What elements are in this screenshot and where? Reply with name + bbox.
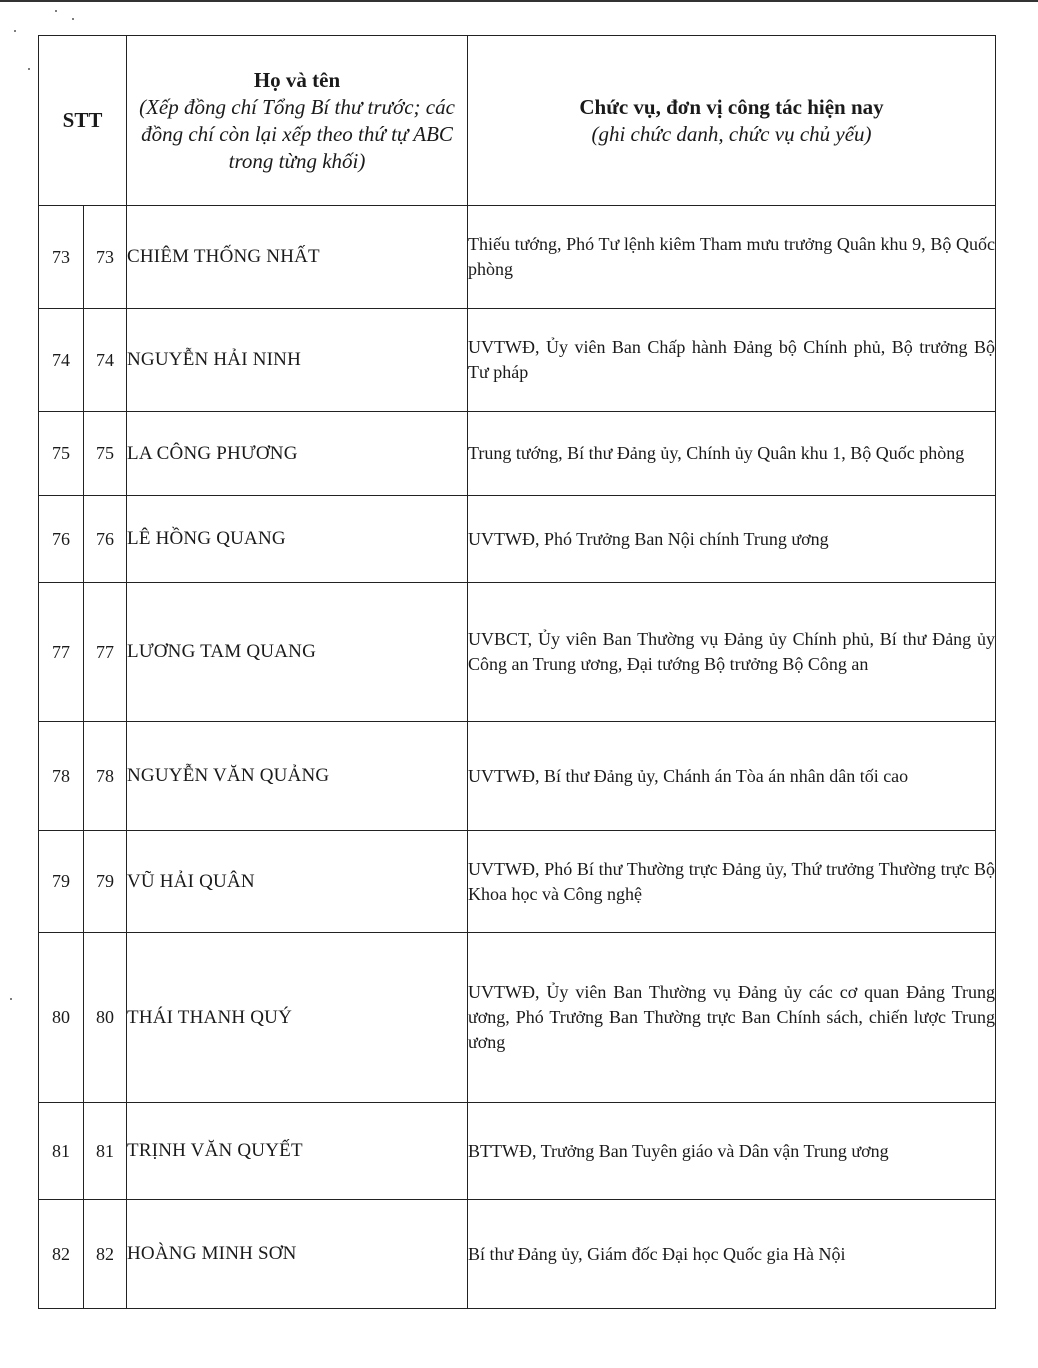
row-position: UVTWĐ, Phó Trưởng Ban Nội chính Trung ương — [468, 496, 996, 583]
row-position: UVBCT, Ủy viên Ban Thường vụ Đảng ủy Chính phủ, Bí thư Đảng ủy Công an Trung ương, Đại tướng Bộ trưởng Bộ Công an — [468, 583, 996, 722]
header-name-note: (Xếp đồng chí Tổng Bí thư trước; các đồng chí còn lại xếp theo thứ tự ABC trong từng khối) — [139, 94, 455, 173]
header-position-note: (ghi chức danh, chức vụ chủ yếu) — [591, 121, 872, 146]
row-stt: 80 — [39, 933, 84, 1103]
header-position-cell — [468, 36, 996, 206]
row-position: UVTWĐ, Phó Bí thư Thường trực Đảng ủy, Thứ trưởng Thường trực Bộ Khoa học và Công nghệ — [468, 831, 996, 933]
table-row — [39, 722, 996, 831]
table-row — [39, 831, 996, 933]
table-row — [39, 1103, 996, 1200]
row-name: THÁI THANH QUÝ — [127, 933, 468, 1103]
row-name: TRỊNH VĂN QUYẾT — [127, 1103, 468, 1200]
row-name: VŨ HẢI QUÂN — [127, 831, 468, 933]
row-position: Trung tướng, Bí thư Đảng ủy, Chính ủy Quân khu 1, Bộ Quốc phòng — [468, 412, 996, 496]
header-position-title: Chức vụ, đơn vị công tác hiện nay — [579, 94, 884, 119]
table-row — [39, 496, 996, 583]
row-position: BTTWĐ, Trưởng Ban Tuyên giáo và Dân vận Trung ương — [468, 1103, 996, 1200]
row-stt-secondary: 75 — [84, 412, 127, 496]
row-stt: 77 — [39, 583, 84, 722]
table-row — [39, 583, 996, 722]
row-position: UVTWĐ, Bí thư Đảng ủy, Chánh án Tòa án nhân dân tối cao — [468, 722, 996, 831]
page-top-edge — [0, 0, 1038, 2]
row-name: LƯƠNG TAM QUANG — [127, 583, 468, 722]
row-name: LA CÔNG PHƯƠNG — [127, 412, 468, 496]
row-stt-secondary: 80 — [84, 933, 127, 1103]
scan-speck — [10, 998, 12, 1000]
row-name: CHIÊM THỐNG NHẤT — [127, 206, 468, 309]
header-name-cell — [127, 36, 468, 206]
row-stt-secondary: 81 — [84, 1103, 127, 1200]
scan-speck — [14, 30, 16, 32]
row-stt-secondary: 76 — [84, 496, 127, 583]
row-position: Bí thư Đảng ủy, Giám đốc Đại học Quốc gia Hà Nội — [468, 1200, 996, 1309]
row-stt: 79 — [39, 831, 84, 933]
row-stt: 78 — [39, 722, 84, 831]
row-stt: 76 — [39, 496, 84, 583]
table-row — [39, 206, 996, 309]
row-stt-secondary: 74 — [84, 309, 127, 412]
row-stt-secondary: 73 — [84, 206, 127, 309]
scan-speck — [72, 18, 74, 20]
row-stt-secondary: 82 — [84, 1200, 127, 1309]
row-position: UVTWĐ, Ủy viên Ban Thường vụ Đảng ủy các cơ quan Đảng Trung ương, Phó Trưởng Ban Thường trực Ban Chính sách, chiến lược Trung ương — [468, 933, 996, 1103]
header-name-title: Họ và tên — [253, 67, 341, 92]
row-stt: 73 — [39, 206, 84, 309]
header-stt: STT — [39, 36, 127, 206]
row-stt: 74 — [39, 309, 84, 412]
table-row — [39, 933, 996, 1103]
scan-speck — [28, 68, 30, 70]
row-stt-secondary: 78 — [84, 722, 127, 831]
row-stt-secondary: 77 — [84, 583, 127, 722]
row-name: LÊ HỒNG QUANG — [127, 496, 468, 583]
table-row — [39, 309, 996, 412]
table-row — [39, 1200, 996, 1309]
row-name: NGUYỄN HẢI NINH — [127, 309, 468, 412]
row-stt: 81 — [39, 1103, 84, 1200]
row-stt-secondary: 79 — [84, 831, 127, 933]
table-row — [39, 412, 996, 496]
row-name: NGUYỄN VĂN QUẢNG — [127, 722, 468, 831]
personnel-table — [38, 35, 996, 1309]
table-header-row — [39, 36, 996, 206]
scan-speck — [55, 10, 57, 12]
row-name: HOÀNG MINH SƠN — [127, 1200, 468, 1309]
row-position: Thiếu tướng, Phó Tư lệnh kiêm Tham mưu trưởng Quân khu 9, Bộ Quốc phòng — [468, 206, 996, 309]
row-position: UVTWĐ, Ủy viên Ban Chấp hành Đảng bộ Chính phủ, Bộ trưởng Bộ Tư pháp — [468, 309, 996, 412]
row-stt: 82 — [39, 1200, 84, 1309]
row-stt: 75 — [39, 412, 84, 496]
